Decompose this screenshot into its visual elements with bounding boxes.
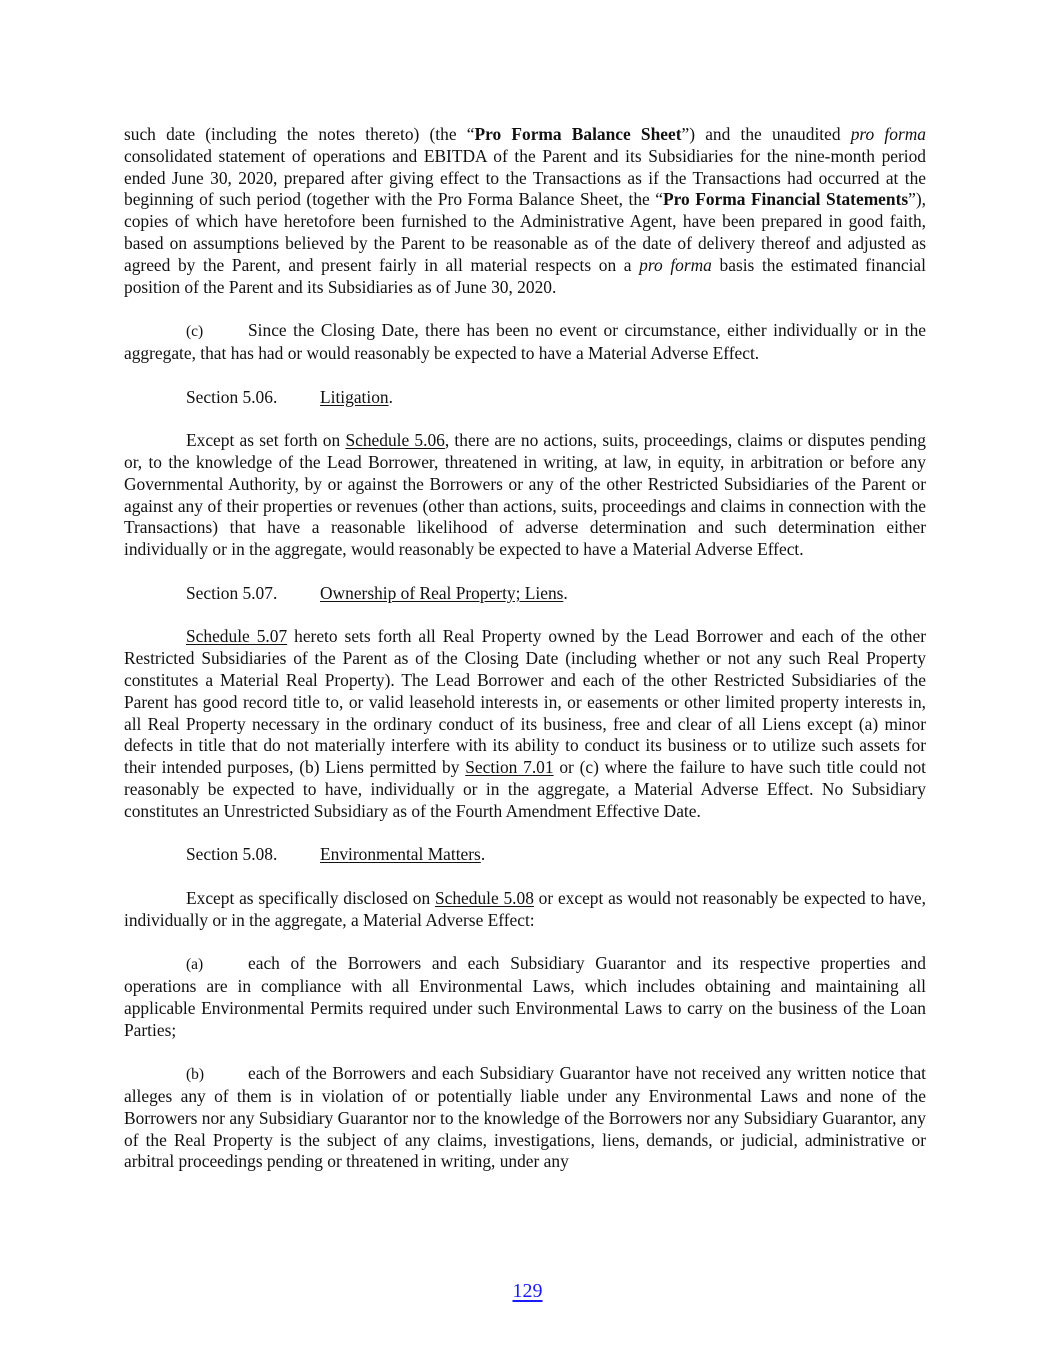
section-heading-5-08: Section 5.08. Environmental Matters.	[186, 844, 486, 865]
section-5-08-body: Except as specifically disclosed on Schedule 5.08 or except as would not reasonably be expected to have, individually or in the aggregate, a Material Adverse Effect:	[124, 887, 926, 930]
section-title: Environmental Matters	[320, 844, 481, 865]
section-heading-5-06: Section 5.06. Litigation.	[186, 386, 393, 407]
schedule-5-08-link[interactable]: Schedule 5.08	[434, 887, 534, 908]
defined-term-pro-forma-financial-statements: Pro Forma Financial Statements	[662, 189, 909, 210]
schedule-5-07-link[interactable]: Schedule 5.07	[186, 626, 288, 647]
clause-c: (c) Since the Closing Date, there has been no event or circumstance, either individually or in the aggregate, that has had or would reasonably be expected to have a Material Adverse Effect.	[124, 320, 926, 363]
clause-b: (b) each of the Borrowers and each Subsidiary Guarantor have not received any written notice that alleges any of them is in violation of or potentially liable under any Environmental Laws and none of the Borrowers nor any Subsidiary Guarantor nor to the knowledge of the Borrowers nor any Subsidiary Guarantor, any of the Real Property is the subject of any claims, investigations, liens, demands, or judicial, administrative or arbitral proceedings pending or threatened in writing, under any	[124, 1063, 926, 1172]
section-5-07-body: Schedule 5.07 hereto sets forth all Real Property owned by the Lead Borrower and each of the other Restricted Subsidiaries of the Parent as of the Closing Date (including whether or not any such Real Property constitutes a Material Real Property). The Lead Borrower and each of the other Restricted Subsidiaries of the Parent has good record title to, or valid leasehold interests in, or easements or other limited property interests in, all Real Property necessary in the ordinary conduct of its business, free and clear of all Liens except (a) minor defects in title that do not materially interfere with its ability to conduct its business or to utilize such assets for their intended purposes, (b) Liens permitted by Section 7.01 or (c) where the failure to have such title could not reasonably be expected to have, individually or in the aggregate, a Material Adverse Effect. No Subsidiary constitutes an Unrestricted Subsidiary as of the Fourth Amendment Effective Date.	[124, 626, 926, 821]
section-title: Litigation	[320, 386, 389, 407]
document-page	[124, 124, 926, 1195]
section-heading-5-07: Section 5.07. Ownership of Real Property; Liens.	[186, 582, 568, 603]
clause-label: (b)	[186, 1066, 205, 1084]
section-number: Section 5.06.	[186, 386, 278, 407]
section-number: Section 5.07.	[186, 582, 278, 603]
page-number-link[interactable]: 129	[512, 1280, 543, 1302]
clause-label: (a)	[186, 956, 204, 974]
clause-a: (a) each of the Borrowers and each Subsidiary Guarantor and its respective properties and operations are in compliance with all Environmental Laws, which includes obtaining and maintaining all applicable Environmental Permits required under such Environmental Laws to carry on the business of the Loan Parties;	[124, 953, 926, 1040]
section-7-01-link[interactable]: Section 7.01	[465, 757, 554, 778]
pro-forma-paragraph: such date (including the notes thereto) (the “Pro Forma Balance Sheet”) and the unaudited pro forma consolidated statement of operations and EBITDA of the Parent and its Subsidiaries for the nine-month period ended June 30, 2020, prepared after giving effect to the Transactions as if the Transactions had occurred at the beginning of such period (together with the Pro Forma Balance Sheet, the “Pro Forma Financial Statements”), copies of which have heretofore been furnished to the Administrative Agent, have been prepared in good faith, based on assumptions believed by the Parent to be reasonable as of the date of delivery thereof and adjusted as agreed by the Parent, and present fairly in all material respects on a pro forma basis the estimated financial position of the Parent and its Subsidiaries as of June 30, 2020.	[124, 124, 926, 297]
section-title: Ownership of Real Property; Liens	[320, 582, 564, 603]
clause-label: (c)	[186, 323, 204, 341]
section-5-06-body: Except as set forth on Schedule 5.06, there are no actions, suits, proceedings, claims or disputes pending or, to the knowledge of the Lead Borrower, threatened in writing, at law, in equity, in arbitration or before any Governmental Authority, by or against the Borrowers or any of the other Restricted Subsidiaries of the Parent or against any of their properties or revenues (other than actions, suits, proceedings and claims in connection with the Transactions) that have a reasonable likelihood of adverse determination and such determination either individually or in the aggregate, would reasonably be expected to have a Material Adverse Effect.	[124, 430, 927, 560]
section-number: Section 5.08.	[186, 844, 278, 865]
defined-term-pro-forma-balance-sheet: Pro Forma Balance Sheet	[474, 124, 682, 144]
schedule-5-06-link[interactable]: Schedule 5.06	[345, 430, 445, 451]
